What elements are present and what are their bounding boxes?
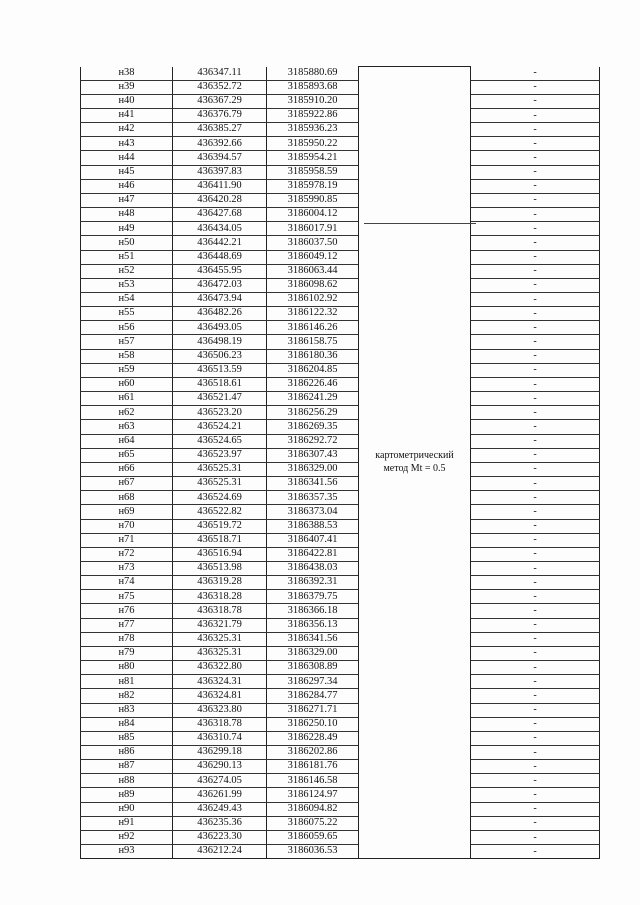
y-coordinate-cell: 3186017.91 xyxy=(267,222,359,236)
point-name-cell: н50 xyxy=(81,236,173,250)
table-row xyxy=(81,477,600,491)
point-name-cell: н67 xyxy=(81,477,173,491)
table-row xyxy=(81,406,600,420)
x-coordinate-cell: 436249.43 xyxy=(173,802,267,816)
y-coordinate-cell: 3185954.21 xyxy=(267,151,359,165)
point-name-cell: н55 xyxy=(81,307,173,321)
y-coordinate-cell: 3186059.65 xyxy=(267,830,359,844)
y-coordinate-cell: 3186297.34 xyxy=(267,675,359,689)
accuracy-dash-cell: - xyxy=(471,561,600,575)
y-coordinate-cell: 3186098.62 xyxy=(267,278,359,292)
table-row xyxy=(81,816,600,830)
table-row xyxy=(81,434,600,448)
y-coordinate-cell: 3186049.12 xyxy=(267,250,359,264)
accuracy-dash-cell: - xyxy=(471,80,600,94)
y-coordinate-cell: 3186004.12 xyxy=(267,208,359,222)
point-name-cell: н62 xyxy=(81,406,173,420)
y-coordinate-cell: 3186341.56 xyxy=(267,477,359,491)
accuracy-dash-cell: - xyxy=(471,477,600,491)
coordinates-table-body xyxy=(81,67,600,859)
y-coordinate-cell: 3186075.22 xyxy=(267,816,359,830)
y-coordinate-cell: 3186422.81 xyxy=(267,547,359,561)
x-coordinate-cell: 436473.94 xyxy=(173,293,267,307)
y-coordinate-cell: 3186063.44 xyxy=(267,264,359,278)
accuracy-dash-cell: - xyxy=(471,646,600,660)
point-name-cell: н89 xyxy=(81,788,173,802)
table-row xyxy=(81,151,600,165)
table-row xyxy=(81,108,600,122)
x-coordinate-cell: 436261.99 xyxy=(173,788,267,802)
x-coordinate-cell: 436235.36 xyxy=(173,816,267,830)
point-name-cell: н82 xyxy=(81,689,173,703)
table-row xyxy=(81,746,600,760)
table-row xyxy=(81,731,600,745)
table-row xyxy=(81,646,600,660)
point-name-cell: н78 xyxy=(81,632,173,646)
table-row xyxy=(81,293,600,307)
accuracy-dash-cell: - xyxy=(471,420,600,434)
point-name-cell: н60 xyxy=(81,377,173,391)
x-coordinate-cell: 436493.05 xyxy=(173,321,267,335)
y-coordinate-cell: 3186307.43 xyxy=(267,448,359,462)
point-name-cell: н75 xyxy=(81,590,173,604)
table-row xyxy=(81,420,600,434)
accuracy-dash-cell: - xyxy=(471,830,600,844)
accuracy-dash-cell: - xyxy=(471,717,600,731)
accuracy-dash-cell: - xyxy=(471,406,600,420)
x-coordinate-cell: 436427.68 xyxy=(173,208,267,222)
point-name-cell: н86 xyxy=(81,746,173,760)
x-coordinate-cell: 436513.98 xyxy=(173,561,267,575)
table-row xyxy=(81,250,600,264)
y-coordinate-cell: 3186256.29 xyxy=(267,406,359,420)
table-row xyxy=(81,80,600,94)
point-name-cell: н38 xyxy=(81,67,173,81)
x-coordinate-cell: 436420.28 xyxy=(173,193,267,207)
x-coordinate-cell: 436524.65 xyxy=(173,434,267,448)
table-row xyxy=(81,703,600,717)
y-coordinate-cell: 3186228.49 xyxy=(267,731,359,745)
point-name-cell: н85 xyxy=(81,731,173,745)
y-coordinate-cell: 3186180.36 xyxy=(267,349,359,363)
x-coordinate-cell: 436324.31 xyxy=(173,675,267,689)
point-name-cell: н51 xyxy=(81,250,173,264)
point-name-cell: н71 xyxy=(81,533,173,547)
y-coordinate-cell: 3186202.86 xyxy=(267,746,359,760)
point-name-cell: н70 xyxy=(81,519,173,533)
y-coordinate-cell: 3185910.20 xyxy=(267,94,359,108)
point-name-cell: н80 xyxy=(81,661,173,675)
accuracy-dash-cell: - xyxy=(471,222,600,236)
accuracy-dash-cell: - xyxy=(471,760,600,774)
x-coordinate-cell: 436212.24 xyxy=(173,845,267,859)
accuracy-dash-cell: - xyxy=(471,547,600,561)
table-row xyxy=(81,576,600,590)
accuracy-dash-cell: - xyxy=(471,618,600,632)
table-row xyxy=(81,165,600,179)
accuracy-dash-cell: - xyxy=(471,731,600,745)
table-row xyxy=(81,363,600,377)
x-coordinate-cell: 436442.21 xyxy=(173,236,267,250)
table-row xyxy=(81,222,600,236)
point-name-cell: н65 xyxy=(81,448,173,462)
table-row xyxy=(81,547,600,561)
x-coordinate-cell: 436455.95 xyxy=(173,264,267,278)
point-name-cell: н73 xyxy=(81,561,173,575)
point-name-cell: н81 xyxy=(81,675,173,689)
point-name-cell: н84 xyxy=(81,717,173,731)
point-name-cell: н90 xyxy=(81,802,173,816)
x-coordinate-cell: 436523.97 xyxy=(173,448,267,462)
accuracy-dash-cell: - xyxy=(471,179,600,193)
y-coordinate-cell: 3185880.69 xyxy=(267,67,359,81)
point-name-cell: н42 xyxy=(81,123,173,137)
x-coordinate-cell: 436524.69 xyxy=(173,491,267,505)
table-row xyxy=(81,349,600,363)
accuracy-dash-cell: - xyxy=(471,661,600,675)
accuracy-dash-cell: - xyxy=(471,576,600,590)
accuracy-dash-cell: - xyxy=(471,236,600,250)
x-coordinate-cell: 436506.23 xyxy=(173,349,267,363)
table-row xyxy=(81,505,600,519)
accuracy-dash-cell: - xyxy=(471,208,600,222)
x-coordinate-cell: 436352.72 xyxy=(173,80,267,94)
method-label-line1: картометрический xyxy=(375,450,454,462)
accuracy-dash-cell: - xyxy=(471,533,600,547)
x-coordinate-cell: 436299.18 xyxy=(173,746,267,760)
table-row xyxy=(81,94,600,108)
accuracy-dash-cell: - xyxy=(471,746,600,760)
x-coordinate-cell: 436319.28 xyxy=(173,576,267,590)
table-row xyxy=(81,321,600,335)
table-row xyxy=(81,307,600,321)
x-coordinate-cell: 436325.31 xyxy=(173,632,267,646)
x-coordinate-cell: 436392.66 xyxy=(173,137,267,151)
y-coordinate-cell: 3186438.03 xyxy=(267,561,359,575)
y-coordinate-cell: 3185958.59 xyxy=(267,165,359,179)
table-row xyxy=(81,533,600,547)
table-row xyxy=(81,661,600,675)
y-coordinate-cell: 3186392.31 xyxy=(267,576,359,590)
y-coordinate-cell: 3186037.50 xyxy=(267,236,359,250)
y-coordinate-cell: 3185936.23 xyxy=(267,123,359,137)
accuracy-dash-cell: - xyxy=(471,434,600,448)
y-coordinate-cell: 3186102.92 xyxy=(267,293,359,307)
point-name-cell: н63 xyxy=(81,420,173,434)
accuracy-dash-cell: - xyxy=(471,264,600,278)
accuracy-dash-cell: - xyxy=(471,703,600,717)
x-coordinate-cell: 436394.57 xyxy=(173,151,267,165)
point-name-cell: н59 xyxy=(81,363,173,377)
accuracy-dash-cell: - xyxy=(471,604,600,618)
x-coordinate-cell: 436274.05 xyxy=(173,774,267,788)
accuracy-dash-cell: - xyxy=(471,165,600,179)
table-row xyxy=(81,618,600,632)
accuracy-dash-cell: - xyxy=(471,123,600,137)
table-row xyxy=(81,208,600,222)
accuracy-dash-cell: - xyxy=(471,67,600,81)
y-coordinate-cell: 3186284.77 xyxy=(267,689,359,703)
point-name-cell: н77 xyxy=(81,618,173,632)
point-name-cell: н68 xyxy=(81,491,173,505)
table-row xyxy=(81,632,600,646)
x-coordinate-cell: 436523.20 xyxy=(173,406,267,420)
x-coordinate-cell: 436525.31 xyxy=(173,462,267,476)
accuracy-dash-cell: - xyxy=(471,250,600,264)
method-label-line2: метод Mt = 0.5 xyxy=(383,462,446,474)
accuracy-dash-cell: - xyxy=(471,363,600,377)
x-coordinate-cell: 436518.61 xyxy=(173,377,267,391)
table-row xyxy=(81,67,600,81)
y-coordinate-cell: 3186226.46 xyxy=(267,377,359,391)
x-coordinate-cell: 436472.03 xyxy=(173,278,267,292)
accuracy-dash-cell: - xyxy=(471,689,600,703)
y-coordinate-cell: 3186146.26 xyxy=(267,321,359,335)
accuracy-dash-cell: - xyxy=(471,108,600,122)
x-coordinate-cell: 436318.28 xyxy=(173,590,267,604)
method-column-divider xyxy=(364,223,476,224)
x-coordinate-cell: 436521.47 xyxy=(173,392,267,406)
table-row xyxy=(81,123,600,137)
x-coordinate-cell: 436524.21 xyxy=(173,420,267,434)
point-name-cell: н61 xyxy=(81,392,173,406)
accuracy-dash-cell: - xyxy=(471,632,600,646)
accuracy-dash-cell: - xyxy=(471,377,600,391)
accuracy-dash-cell: - xyxy=(471,137,600,151)
accuracy-dash-cell: - xyxy=(471,675,600,689)
x-coordinate-cell: 436411.90 xyxy=(173,179,267,193)
y-coordinate-cell: 3186094.82 xyxy=(267,802,359,816)
x-coordinate-cell: 436223.30 xyxy=(173,830,267,844)
accuracy-dash-cell: - xyxy=(471,321,600,335)
point-name-cell: н83 xyxy=(81,703,173,717)
table-row xyxy=(81,193,600,207)
accuracy-dash-cell: - xyxy=(471,335,600,349)
table-row xyxy=(81,717,600,731)
point-name-cell: н91 xyxy=(81,816,173,830)
x-coordinate-cell: 436310.74 xyxy=(173,731,267,745)
y-coordinate-cell: 3186357.35 xyxy=(267,491,359,505)
accuracy-dash-cell: - xyxy=(471,816,600,830)
y-coordinate-cell: 3186292.72 xyxy=(267,434,359,448)
point-name-cell: н58 xyxy=(81,349,173,363)
table-row xyxy=(81,689,600,703)
point-name-cell: н87 xyxy=(81,760,173,774)
x-coordinate-cell: 436318.78 xyxy=(173,604,267,618)
table-row xyxy=(81,519,600,533)
accuracy-dash-cell: - xyxy=(471,307,600,321)
y-coordinate-cell: 3186329.00 xyxy=(267,646,359,660)
point-name-cell: н64 xyxy=(81,434,173,448)
y-coordinate-cell: 3186329.00 xyxy=(267,462,359,476)
point-name-cell: н45 xyxy=(81,165,173,179)
x-coordinate-cell: 436367.29 xyxy=(173,94,267,108)
x-coordinate-cell: 436397.83 xyxy=(173,165,267,179)
x-coordinate-cell: 436323.80 xyxy=(173,703,267,717)
table-row xyxy=(81,392,600,406)
x-coordinate-cell: 436347.11 xyxy=(173,67,267,81)
accuracy-dash-cell: - xyxy=(471,448,600,462)
y-coordinate-cell: 3186204.85 xyxy=(267,363,359,377)
x-coordinate-cell: 436376.79 xyxy=(173,108,267,122)
accuracy-dash-cell: - xyxy=(471,505,600,519)
x-coordinate-cell: 436318.78 xyxy=(173,717,267,731)
y-coordinate-cell: 3185922.86 xyxy=(267,108,359,122)
point-name-cell: н79 xyxy=(81,646,173,660)
x-coordinate-cell: 436434.05 xyxy=(173,222,267,236)
coordinates-table xyxy=(80,66,600,859)
accuracy-dash-cell: - xyxy=(471,462,600,476)
accuracy-dash-cell: - xyxy=(471,94,600,108)
point-name-cell: н39 xyxy=(81,80,173,94)
point-name-cell: н76 xyxy=(81,604,173,618)
x-coordinate-cell: 436525.31 xyxy=(173,477,267,491)
point-name-cell: н46 xyxy=(81,179,173,193)
x-coordinate-cell: 436385.27 xyxy=(173,123,267,137)
y-coordinate-cell: 3186373.04 xyxy=(267,505,359,519)
y-coordinate-cell: 3186356.13 xyxy=(267,618,359,632)
point-name-cell: н53 xyxy=(81,278,173,292)
point-name-cell: н88 xyxy=(81,774,173,788)
x-coordinate-cell: 436513.59 xyxy=(173,363,267,377)
point-name-cell: н49 xyxy=(81,222,173,236)
y-coordinate-cell: 3186146.58 xyxy=(267,774,359,788)
table-row xyxy=(81,675,600,689)
accuracy-dash-cell: - xyxy=(471,193,600,207)
point-name-cell: н93 xyxy=(81,845,173,859)
y-coordinate-cell: 3185990.85 xyxy=(267,193,359,207)
point-name-cell: н48 xyxy=(81,208,173,222)
accuracy-dash-cell: - xyxy=(471,590,600,604)
point-name-cell: н54 xyxy=(81,293,173,307)
y-coordinate-cell: 3186241.29 xyxy=(267,392,359,406)
point-name-cell: н47 xyxy=(81,193,173,207)
x-coordinate-cell: 436324.81 xyxy=(173,689,267,703)
point-name-cell: н44 xyxy=(81,151,173,165)
x-coordinate-cell: 436516.94 xyxy=(173,547,267,561)
y-coordinate-cell: 3186341.56 xyxy=(267,632,359,646)
y-coordinate-cell: 3186124.97 xyxy=(267,788,359,802)
point-name-cell: н69 xyxy=(81,505,173,519)
accuracy-dash-cell: - xyxy=(471,349,600,363)
x-coordinate-cell: 436290.13 xyxy=(173,760,267,774)
table-row xyxy=(81,604,600,618)
x-coordinate-cell: 436519.72 xyxy=(173,519,267,533)
accuracy-dash-cell: - xyxy=(471,491,600,505)
point-name-cell: н41 xyxy=(81,108,173,122)
table-row xyxy=(81,760,600,774)
x-coordinate-cell: 436325.31 xyxy=(173,646,267,660)
y-coordinate-cell: 3186366.18 xyxy=(267,604,359,618)
y-coordinate-cell: 3186388.53 xyxy=(267,519,359,533)
y-coordinate-cell: 3186158.75 xyxy=(267,335,359,349)
table-row xyxy=(81,830,600,844)
table-row xyxy=(81,845,600,859)
table-row xyxy=(81,278,600,292)
y-coordinate-cell: 3185978.19 xyxy=(267,179,359,193)
y-coordinate-cell: 3186036.53 xyxy=(267,845,359,859)
point-name-cell: н92 xyxy=(81,830,173,844)
accuracy-dash-cell: - xyxy=(471,845,600,859)
y-coordinate-cell: 3186407.41 xyxy=(267,533,359,547)
method-cell xyxy=(359,67,471,859)
y-coordinate-cell: 3186269.35 xyxy=(267,420,359,434)
table-row xyxy=(81,377,600,391)
accuracy-dash-cell: - xyxy=(471,802,600,816)
point-name-cell: н57 xyxy=(81,335,173,349)
table-row xyxy=(81,264,600,278)
table-row xyxy=(81,802,600,816)
y-coordinate-cell: 3186308.89 xyxy=(267,661,359,675)
y-coordinate-cell: 3186271.71 xyxy=(267,703,359,717)
accuracy-dash-cell: - xyxy=(471,392,600,406)
x-coordinate-cell: 436448.69 xyxy=(173,250,267,264)
x-coordinate-cell: 436321.79 xyxy=(173,618,267,632)
accuracy-dash-cell: - xyxy=(471,774,600,788)
x-coordinate-cell: 436482.26 xyxy=(173,307,267,321)
x-coordinate-cell: 436322.80 xyxy=(173,661,267,675)
table-row xyxy=(81,179,600,193)
table-row xyxy=(81,788,600,802)
accuracy-dash-cell: - xyxy=(471,278,600,292)
y-coordinate-cell: 3185950.22 xyxy=(267,137,359,151)
y-coordinate-cell: 3186122.32 xyxy=(267,307,359,321)
accuracy-dash-cell: - xyxy=(471,788,600,802)
y-coordinate-cell: 3186181.76 xyxy=(267,760,359,774)
table-row xyxy=(81,236,600,250)
point-name-cell: н40 xyxy=(81,94,173,108)
x-coordinate-cell: 436498.19 xyxy=(173,335,267,349)
table-row xyxy=(81,462,600,476)
table-row xyxy=(81,774,600,788)
accuracy-dash-cell: - xyxy=(471,519,600,533)
point-name-cell: н56 xyxy=(81,321,173,335)
point-name-cell: н43 xyxy=(81,137,173,151)
point-name-cell: н74 xyxy=(81,576,173,590)
x-coordinate-cell: 436522.82 xyxy=(173,505,267,519)
point-name-cell: н66 xyxy=(81,462,173,476)
table-row xyxy=(81,561,600,575)
y-coordinate-cell: 3185893.68 xyxy=(267,80,359,94)
table-row xyxy=(81,137,600,151)
y-coordinate-cell: 3186379.75 xyxy=(267,590,359,604)
x-coordinate-cell: 436518.71 xyxy=(173,533,267,547)
accuracy-dash-cell: - xyxy=(471,151,600,165)
table-row xyxy=(81,335,600,349)
point-name-cell: н72 xyxy=(81,547,173,561)
accuracy-dash-cell: - xyxy=(471,293,600,307)
table-row xyxy=(81,448,600,462)
point-name-cell: н52 xyxy=(81,264,173,278)
y-coordinate-cell: 3186250.10 xyxy=(267,717,359,731)
table-row xyxy=(81,590,600,604)
table-row xyxy=(81,491,600,505)
